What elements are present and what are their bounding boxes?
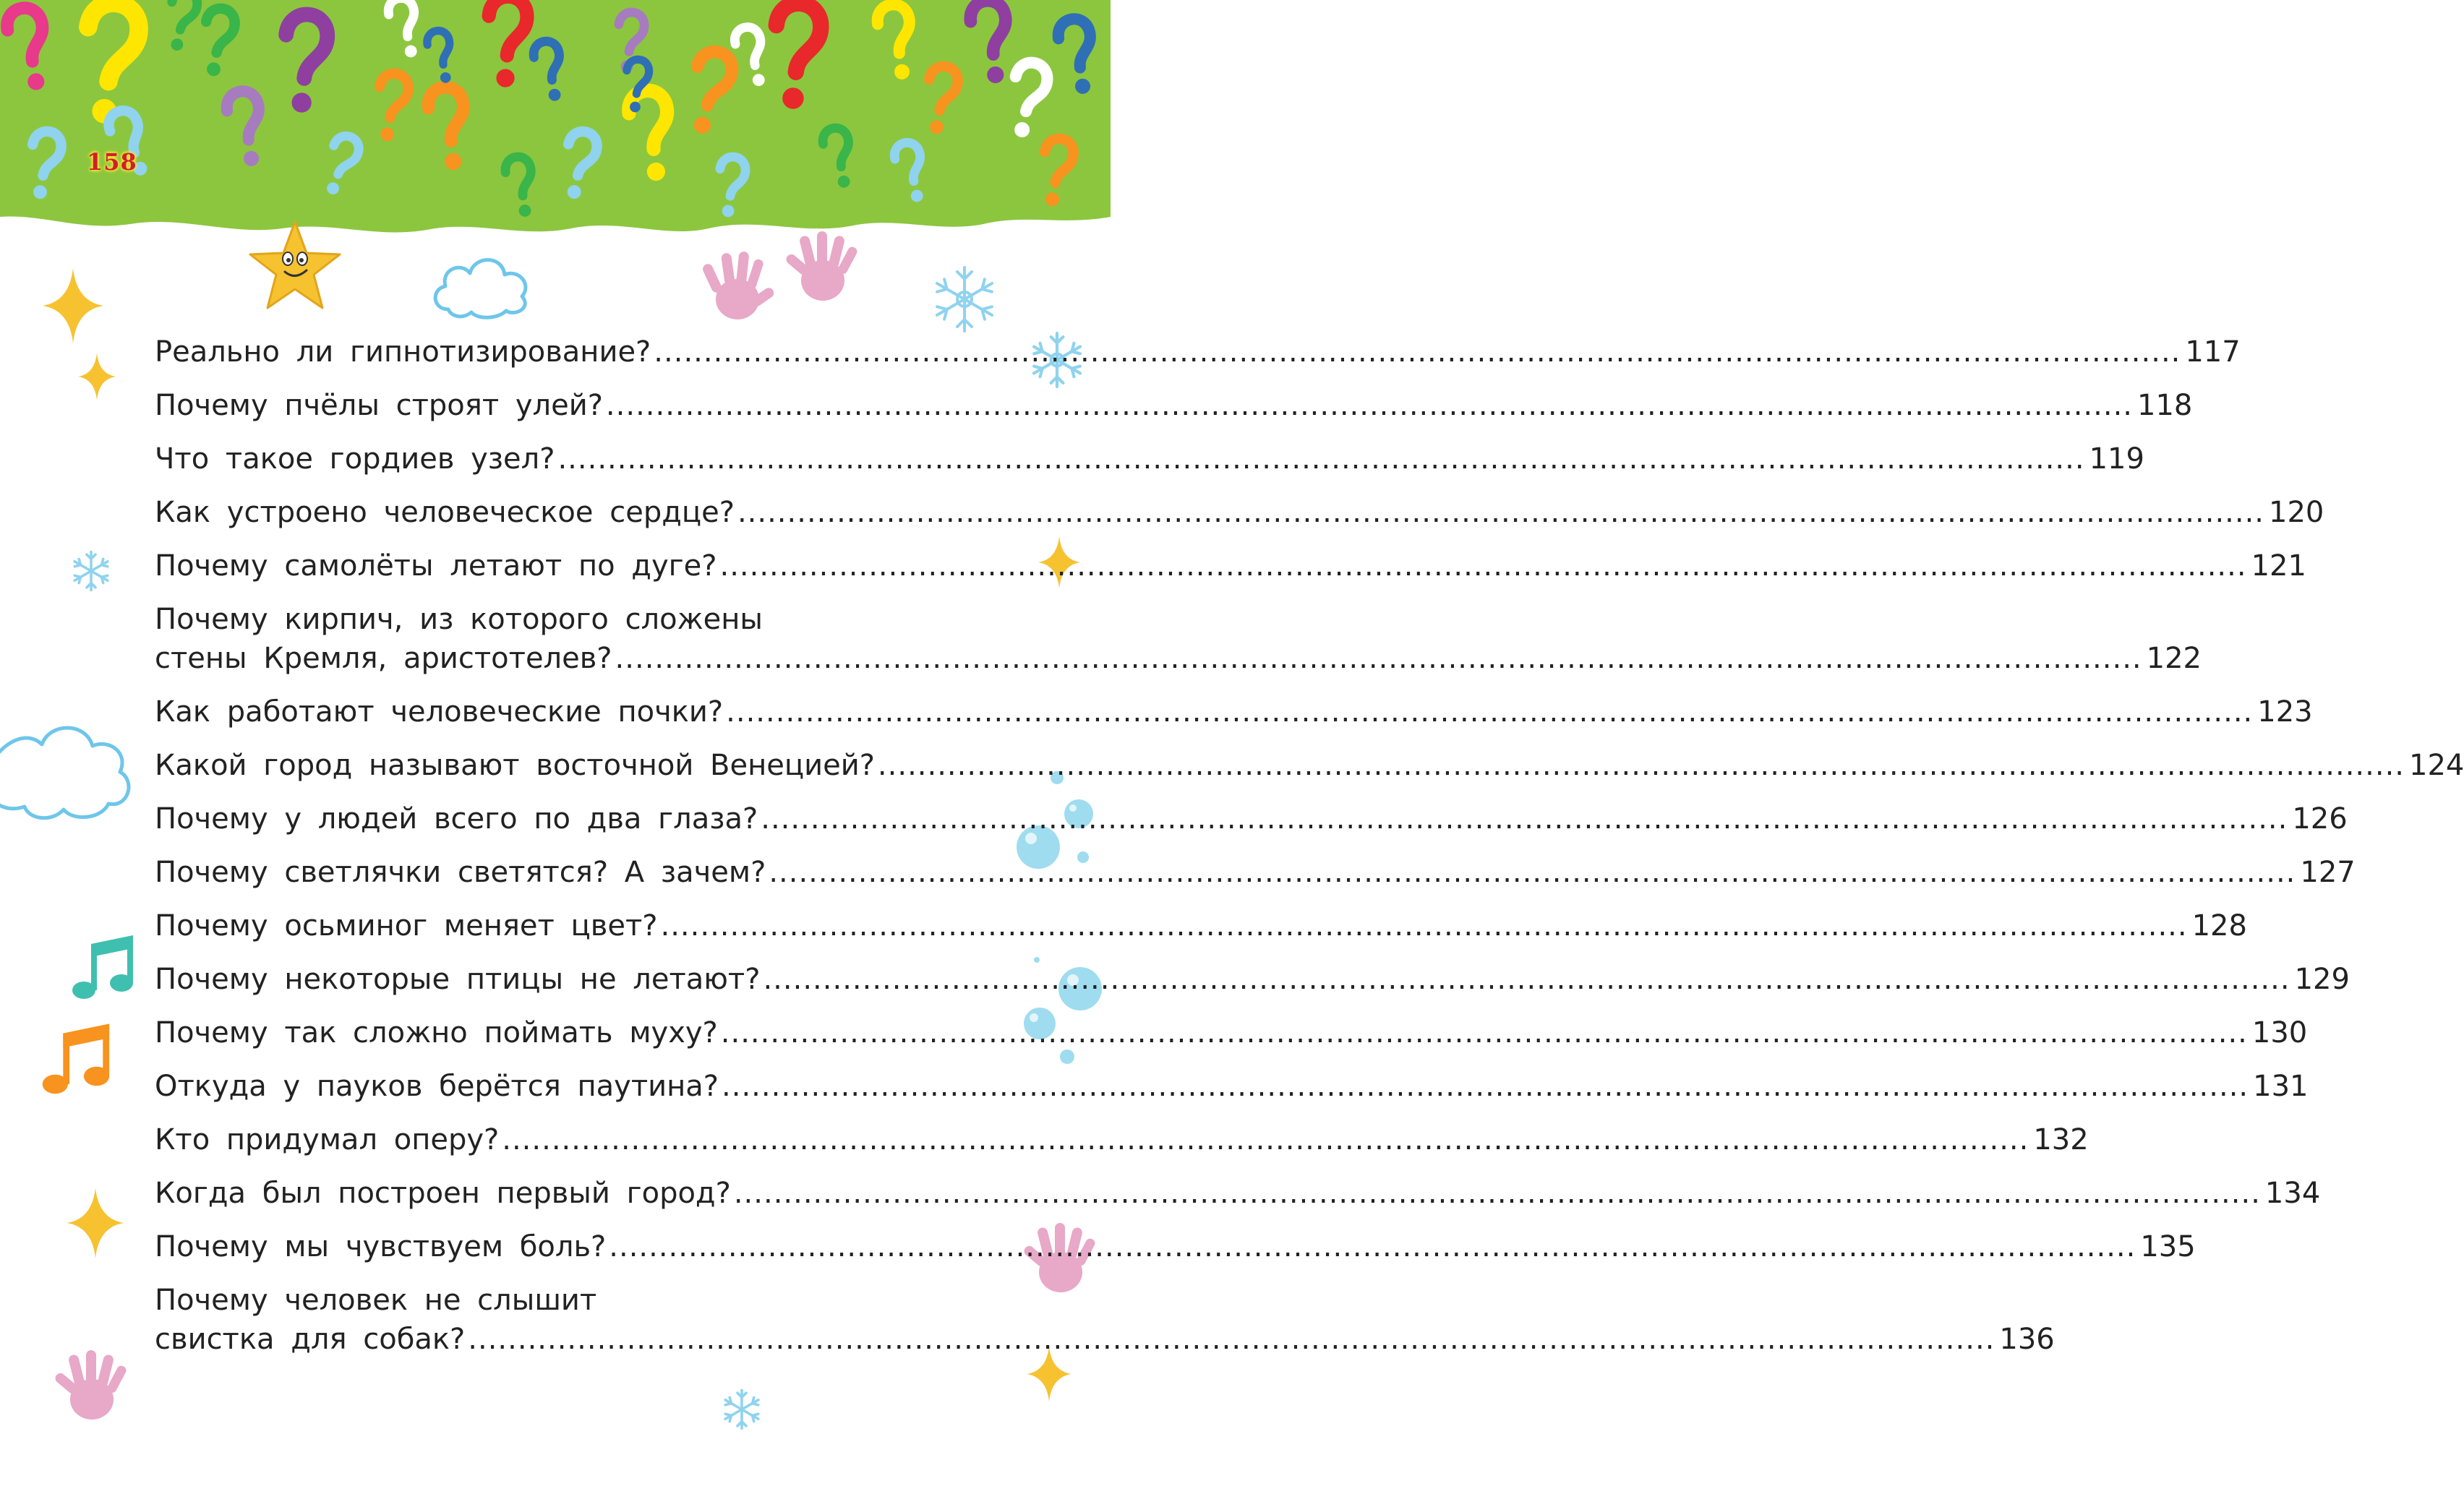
toc-entry-line (155, 493, 2324, 532)
question-marks-banner (0, 0, 1111, 249)
toc-entry-title: Почему мы чувствуем боль? (155, 1230, 607, 1263)
toc-entry-line (155, 692, 2313, 731)
toc-entry-line (155, 439, 2144, 478)
snowflake-icon (720, 1388, 763, 1431)
toc-entry-page-number: 136 (1999, 1323, 2055, 1356)
toc-entry-line (155, 1227, 2196, 1266)
toc-entry-page-number: 129 (2294, 963, 2350, 996)
handprint-icon (52, 1349, 132, 1428)
toc-entry-page-number: 123 (2257, 695, 2313, 729)
toc-entry-title: Почему так сложно поймать муху? (155, 1016, 718, 1049)
toc-entry (155, 906, 2247, 945)
toc-dot-leader: .......................................................................................................................................................... (605, 389, 2134, 422)
toc-entry-title: Когда был построен первый город? (155, 1177, 731, 1210)
toc-dot-leader: .......................................................................................................................................................... (769, 856, 2296, 889)
toc-dot-leader: .......................................................................................................................................................... (719, 549, 2247, 583)
toc-dot-leader: .......................................................................................................................................................... (502, 1123, 2029, 1156)
toc-entry (155, 799, 2348, 838)
toc-entry-page-number: 130 (2251, 1016, 2308, 1049)
toc-entry-line (155, 332, 2241, 372)
toc-entry-title: Кто придумал оперу? (155, 1123, 500, 1156)
toc-dot-leader: .......................................................................................................................................................... (726, 695, 2254, 729)
toc-entry-title: Как работают человеческие почки? (155, 695, 724, 729)
toc-dot-leader: .......................................................................................................................................................... (737, 496, 2265, 529)
toc-entry-page-number: 121 (2251, 549, 2306, 583)
toc-entry-title: Откуда у пауков берётся паутина? (155, 1070, 719, 1103)
toc-entry-title: Что такое гордиев узел? (155, 442, 555, 476)
toc-dot-leader: .......................................................................................................................................................... (877, 749, 2405, 782)
toc-entry (155, 692, 2313, 731)
toc-entry-title-line: Почему человек не слышит (155, 1284, 597, 1317)
toc-dot-leader: .......................................................................................................................................................... (761, 802, 2288, 836)
snowflake-icon (928, 263, 1001, 335)
toc-entry (155, 600, 2202, 678)
toc-entry (155, 1227, 2196, 1266)
toc-entry-title: Почему некоторые птицы не летают? (155, 963, 761, 996)
toc-dot-leader: .......................................................................................................................................................... (609, 1230, 2136, 1263)
toc-entry-line (155, 799, 2348, 838)
toc-entry-page-number: 119 (2089, 442, 2144, 476)
toc-dot-leader: .......................................................................................................................................................... (722, 1070, 2249, 1103)
toc-dot-leader: .......................................................................................................................................................... (557, 442, 2085, 476)
toc-entry-title: стены Кремля, аристотелев? (155, 642, 612, 675)
cloud-icon (0, 717, 134, 825)
toc-entry-title: Почему пчёлы строят улей? (155, 389, 603, 422)
toc-entry-title: Почему светлячки светятся? А зачем? (155, 856, 766, 889)
toc-entry (155, 746, 2464, 785)
handprint-icon (787, 230, 859, 309)
music-note-icon (40, 1021, 113, 1100)
toc-entry-page-number: 131 (2253, 1070, 2309, 1103)
music-note-icon (71, 932, 136, 1005)
toc-entry-title-line: Почему кирпич, из которого сложены (155, 603, 763, 636)
handprint-icon (700, 247, 772, 327)
toc-entry-page-number: 135 (2140, 1230, 2196, 1263)
toc-entry-page-number: 124 (2409, 749, 2464, 782)
sparkle-icon (65, 1185, 126, 1261)
toc-dot-leader: .......................................................................................................................................................... (733, 1177, 2261, 1210)
toc-entry-page-number: 120 (2269, 496, 2324, 529)
toc-dot-leader: .......................................................................................................................................................... (468, 1323, 1995, 1356)
toc-entry-page-number: 118 (2137, 389, 2193, 422)
toc-entry-line (155, 1320, 2055, 1359)
toc-dot-leader: .......................................................................................................................................................... (660, 909, 2188, 943)
toc-entry-line (155, 1120, 2089, 1159)
toc-entry-title: Какой город называют восточной Венецией? (155, 749, 875, 782)
smiling-star-icon (244, 218, 346, 312)
toc-dot-leader: .......................................................................................................................................................... (720, 1016, 2248, 1049)
toc-entry-title: Почему осьминог меняет цвет? (155, 909, 658, 943)
toc-entry-line (155, 639, 2202, 678)
sparkle-icon (40, 266, 106, 345)
toc-entry-title: Почему у людей всего по два глаза? (155, 802, 758, 836)
toc-entry-page-number: 117 (2185, 335, 2241, 369)
toc-entry (155, 960, 2350, 999)
toc-dot-leader: .......................................................................................................................................................... (654, 335, 2181, 369)
toc-entry-page-number: 132 (2033, 1123, 2089, 1156)
toc-dot-leader: .......................................................................................................................................................... (763, 963, 2290, 996)
toc-entry (155, 493, 2324, 532)
toc-entry-page-number: 127 (2300, 856, 2356, 889)
toc-entry-page-number: 126 (2292, 802, 2348, 836)
toc-entry (155, 386, 2193, 425)
toc-entry-line (155, 960, 2350, 999)
cloud-icon (427, 244, 535, 324)
toc-entry-page-number: 128 (2191, 909, 2247, 943)
toc-entry (155, 1013, 2308, 1052)
toc-entry (155, 1281, 2055, 1359)
toc-entry-line (155, 906, 2247, 945)
snowflake-icon (69, 549, 113, 593)
page-number: 158 (87, 148, 137, 176)
toc-entry-line (155, 1067, 2309, 1106)
toc-entry (155, 1174, 2321, 1213)
toc-dot-leader: .......................................................................................................................................................... (615, 642, 2142, 675)
toc-entry-line (155, 546, 2306, 585)
table-of-contents (155, 332, 2464, 1373)
toc-entry (155, 546, 2306, 585)
toc-entry (155, 1067, 2309, 1106)
toc-entry (155, 1120, 2089, 1159)
toc-entry-line (155, 1013, 2308, 1052)
toc-entry-line (155, 386, 2193, 425)
toc-entry-line (155, 746, 2464, 785)
toc-entry (155, 332, 2241, 372)
sparkle-icon (77, 351, 117, 402)
toc-entry-line (155, 1174, 2321, 1213)
toc-entry-title: Как устроено человеческое сердце? (155, 496, 735, 529)
toc-entry (155, 853, 2356, 892)
toc-entry-title: Реально ли гипнотизирование? (155, 335, 651, 369)
toc-entry-line (155, 853, 2356, 892)
toc-entry-title: свистка для собак? (155, 1323, 466, 1356)
toc-entry (155, 439, 2144, 478)
toc-entry-page-number: 134 (2264, 1177, 2321, 1210)
toc-entry-page-number: 122 (2146, 642, 2202, 675)
toc-entry-title: Почему самолёты летают по дуге? (155, 549, 717, 583)
